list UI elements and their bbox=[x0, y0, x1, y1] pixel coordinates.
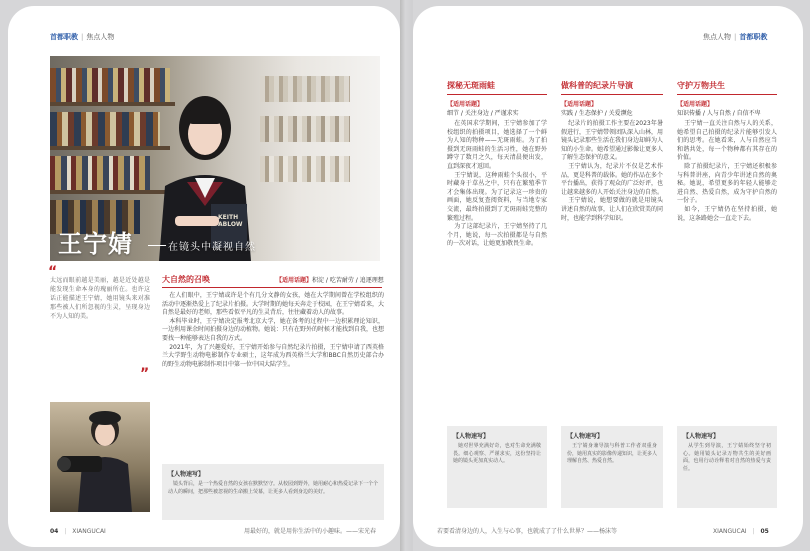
person-sketch-box bbox=[561, 426, 663, 508]
sketch-heading: 【人物速写】 bbox=[168, 471, 205, 478]
footer-slogan: 若要看清身边的人，入生与心事，也就成了了什么世界？——杨沫等 bbox=[437, 528, 618, 535]
column-title: 做科普的纪录片导演 bbox=[561, 81, 633, 90]
hero-photo bbox=[50, 56, 380, 261]
sketch-text: 从学生到导演，王宁婧始终坚守初心。她用镜头记录万物共生的美好画面，也用行动诠释着对自然的热爱与责任。 bbox=[683, 443, 771, 472]
column-tags: 实践 / 生态保护 / 关爱濒危 bbox=[561, 110, 633, 117]
person-sketch-box bbox=[162, 464, 384, 520]
sketch-heading: 【人物速写】 bbox=[683, 433, 720, 440]
right-header: 焦点人物 | 首都职教 bbox=[703, 33, 768, 41]
sketch-text: 镜头背后，是一个热爱自然的女孩在默默坚守。从校园到野外，她用耐心和热爱记录下一个个动人的瞬间，把那些被忽视的生命搬上荧幕，让更多人看到身边的美好。 bbox=[168, 481, 379, 495]
column-rule bbox=[677, 94, 777, 95]
header-section: 焦点人物 bbox=[703, 33, 731, 41]
column-tags-label: 【适用话题】 bbox=[447, 101, 484, 108]
page-number: 05 bbox=[760, 528, 769, 535]
column-paragraph: 王宁婧一直关注自然与人的关系，她希望自己拍摄的纪录片能够引发人们的思考。在她看来，人与自然应当和谐共处，每一个物种都有其存在的价值。 bbox=[677, 120, 777, 162]
header-section: 焦点人物 bbox=[86, 33, 115, 41]
header-brand: 首都职教 bbox=[50, 33, 78, 41]
column-paragraph: 在英国求学期间，王宁婧参加了学校组织的拍摄项目，她选择了一个鲜为人知的物种——无斑雨蛙。为了拍摄到无斑雨蛙的生活习性，她在野外蹲守了数月之久，每天清晨便出发，直到深夜才返回。 bbox=[447, 120, 547, 170]
magazine-name: XIANGUCAI bbox=[72, 528, 106, 535]
title-rule bbox=[162, 287, 382, 288]
right-page bbox=[413, 6, 803, 547]
column-body bbox=[561, 120, 663, 223]
sketch-text: 王宁婧身兼导演与科普工作者双重身份，她用真实的影像传递知识，让更多人理解自然、热爱自然。 bbox=[567, 443, 658, 464]
column-paragraph: 为了这部纪录片，王宁婧坚持了几个月，她说，每一次拍摄都是与自然的一次对话，让她更加敬畏生命。 bbox=[447, 223, 547, 248]
column-paragraph: 王宁婧说，她想要做的就是用镜头讲述自然的故事，让人们在欣赏美的同时，也能学到科学知识。 bbox=[561, 197, 664, 222]
column-tags-label: 【适用话题】 bbox=[561, 101, 598, 108]
hero-divider bbox=[148, 245, 166, 246]
photographer-photo bbox=[50, 402, 150, 512]
tags-text: 积淀 / 吃苦耐劳 / 追逐理想 bbox=[312, 277, 384, 284]
left-header: 首都职教 | 焦点人物 bbox=[50, 33, 115, 41]
article-body bbox=[162, 292, 384, 369]
bookshelf-books bbox=[50, 156, 150, 190]
column-body bbox=[677, 120, 777, 223]
column-paragraph: 除了拍摄纪录片，王宁婧还积极参与科普讲座，向青少年讲述自然的奥秘。她说，希望更多的年轻人能够走进自然、热爱自然，成为守护自然的一份子。 bbox=[677, 162, 777, 205]
column-title: 守护万物共生 bbox=[677, 81, 725, 90]
person-figure bbox=[145, 86, 265, 261]
left-footer: 04 | XIANGUCAI bbox=[50, 528, 106, 535]
column-tags: 知识传播 / 人与自然 / 自信不卑 bbox=[677, 110, 761, 117]
article-paragraph: 2021年，为了兴趣爱好，王宁婧开始参与自然纪录片拍摄，王宁婧申请了西英格兰大学野生动物电影制作专业硕士，这年成为西英格兰大学和BBC自然历史部合办的野生动物电影制作项目中第一位中国大陆学生。 bbox=[162, 343, 384, 368]
tags-label: 【适用话题】 bbox=[276, 277, 313, 284]
bookshelf-books bbox=[50, 112, 160, 146]
right-footer: XIANGUCAI | 05 bbox=[713, 528, 769, 535]
article-paragraph: 本科毕业时，王宁婧决定报考北京大学，她在备考的过程中一边积累理论知识，一边利用课余时间拍摄身边的动植物。她说：只有在野外的时候才能找到自我，也想要找一种能够表达自我的方式。 bbox=[162, 317, 385, 342]
book-cover-title: KEITH ABLOW bbox=[218, 214, 243, 228]
column-body bbox=[447, 120, 547, 249]
column-paragraph: 如今，王宁婧仍在坚持拍摄，她说，这条路她会一直走下去。 bbox=[677, 205, 777, 222]
column-rule bbox=[447, 94, 547, 95]
footer-slogan: 用最好的，就是用你生活中的小趣味。——宋光春 bbox=[244, 528, 377, 535]
column-rule bbox=[561, 94, 663, 95]
bookshelf-books bbox=[260, 116, 350, 142]
article-tags bbox=[276, 275, 384, 284]
sketch-heading: 【人物速写】 bbox=[567, 433, 604, 440]
page-number: 04 bbox=[50, 528, 59, 535]
article-title: 大自然的召唤 bbox=[162, 275, 210, 284]
magazine-name: XIANGUCAI bbox=[713, 528, 747, 535]
page-spine bbox=[400, 0, 413, 551]
header-brand: 首都职教 bbox=[739, 33, 768, 41]
column-paragraph: 纪录片的拍摄工作主要在2023年暑假进行，王宁婧带领团队深入山林，用镜头记录那些生活在我们身边却鲜为人知的小生命。她希望通过影像让更多人了解生态保护的意义。 bbox=[561, 120, 664, 162]
column-tags: 细节 / 关注身边 / 严谨求实 bbox=[447, 110, 519, 117]
pull-quote: 太远而眼前越是美丽，越是近处越是能发现生命本身的瑰丽所在。也许这话正能描述王宁婧，她用镜头来对准那些被人们所忽视的生灵，呈现身边不为人知的美。 bbox=[50, 277, 150, 320]
person-sketch-box bbox=[447, 426, 547, 508]
column-paragraph: 王宁婧认为，纪录片不仅是艺术作品，更是科普的载体。她的作品在多个平台播出，获得了观众的广泛好评，也让越来越多的人开始关注身边的自然。 bbox=[561, 162, 664, 196]
hero-name: 王宁婧 bbox=[58, 230, 133, 258]
column-paragraph: 王宁婧说，这种雨蛙个头很小，平时藏身于草丛之中，只有在繁殖季节才会集体出现。为了记录这一珍贵的画面，她反复查阅资料，与当地专家交流，最终拍摄到了无斑雨蛙完整的繁殖过程。 bbox=[447, 171, 547, 222]
article-paragraph: 在人们眼中，王宁婧或许是个有几分文静的女孩，她在大学期间曾在学校组织的活动中逐渐热爱上了纪录片拍摄。大学时期的她每天奔走于校园，在王宁婧看来，大自然是最好的老师，那些看似平凡的生灵背后，往往藏着动人的故事。 bbox=[162, 292, 385, 317]
bookshelf-books bbox=[260, 156, 350, 182]
left-page bbox=[8, 6, 400, 547]
column-title: 探秘无斑雨蛙 bbox=[447, 81, 495, 90]
person-sketch-box bbox=[677, 426, 777, 508]
sketch-heading: 【人物速写】 bbox=[453, 433, 490, 440]
sketch-text: 她对世界充满好奇，也对生命充满敬畏。细心观察、严谨求实，这份坚持让她的镜头更加真实动人。 bbox=[453, 443, 541, 464]
column-tags-label: 【适用话题】 bbox=[677, 101, 714, 108]
quote-close-icon: ” bbox=[140, 366, 150, 382]
hero-tagline: 在镜头中凝视自然 bbox=[168, 242, 256, 253]
quote-open-icon: “ bbox=[48, 264, 58, 280]
bookshelf-books bbox=[260, 76, 350, 102]
